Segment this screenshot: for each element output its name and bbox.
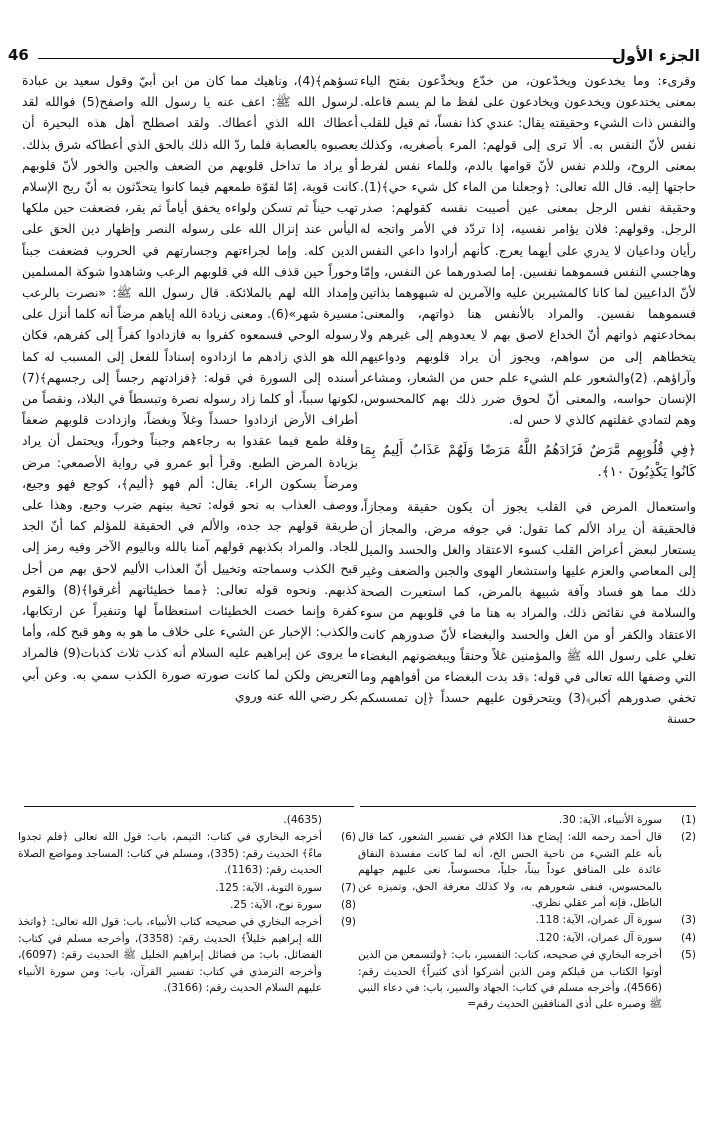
footnotes-right bbox=[358, 812, 696, 1132]
footnote-text: سورة آل عمران، الآية: 118. bbox=[535, 914, 662, 927]
footnote-text: أخرجه البخاري في صحيحه كتاب الأنبياء، باب: قول الله تعالى: ﴿واتخذ الله إبراهيم خليلاً﴾ الحديث رقم: (3358)، وأخرجه مسلم في كتاب: الفضائل، باب: من فضائل إبراهيم الخليل ﷺ الحديث رقم: (6097)، وأخرجه الترمذي في كتاب: تفسير القرآن، باب: ومن سورة الأنبياء عليهم السلام الحديث رقم: (3166). bbox=[18, 916, 323, 995]
footnotes-left bbox=[18, 812, 356, 1132]
footnote-text: قال أحمد رحمه الله: إيضاح هذا الكلام في تفسير الشعور، كما قال بأنه علم الشيء من ناحية الحس الخ، أنه لما كانت مفسدة النفاق عائدة على المنافق عوداً بيناً، جلياً، محسوساً، نعى عليهم جهلهم بالمحسوس، فنفى شعورهم به، ولا كذلك معرفة الحق، وتميزه عن الباطل، فإنه أمر عقلي نظري. bbox=[358, 831, 662, 910]
footnote bbox=[18, 897, 356, 913]
footnote bbox=[358, 812, 696, 828]
quran-verse: ﴿فِي قُلُوبِهِم مَّرَضٌ فَزَادَهُمُ اللَّهُ مَرَضًا وَلَهُمْ عَذَابٌ أَلِيمٌ بِمَا كَانُوا يَكْذِبُونَ ١٠﴾. bbox=[360, 443, 696, 481]
footnote bbox=[18, 914, 356, 996]
page-header bbox=[8, 44, 700, 70]
footnote-number: (5) bbox=[680, 949, 696, 962]
footnote-text: سورة التوبة، الآية: 125. bbox=[215, 881, 322, 894]
footnote-number: (9) bbox=[340, 916, 356, 929]
footnote bbox=[358, 947, 696, 1013]
footnote-divider bbox=[24, 806, 354, 807]
footnote bbox=[358, 912, 696, 928]
footnote bbox=[18, 880, 356, 896]
footnote-text: سورة نوح، الآية: 25. bbox=[230, 899, 322, 912]
footnote-text: أخرجه البخاري في كتاب: التيمم، باب: قول الله تعالى ﴿فلم تجدوا ماءً﴾ الحديث رقم: (335)، ومسلم في كتاب: المساجد ومواضع الصلاة الحديث رقم: (1163). bbox=[18, 831, 322, 877]
footnote-number: (4) bbox=[680, 931, 696, 944]
footnote-divider bbox=[360, 806, 696, 807]
footnote-number: (1) bbox=[680, 814, 696, 826]
left-column bbox=[22, 70, 358, 804]
footnote-number: (2) bbox=[680, 831, 696, 844]
paragraph: وقرىء: وما يخدعون ويخدّعون، من خدّع ويخدِّعون بفتح الياء بمعنى يختدعون ويخدعون ويخادعون على لفظ ما لم يسم فاعله. والنفس ذات الشيء وحقيقته يقال: عندي كذا نفساً، ثم قيل للقلب نفس لأنّ النفس به. ألا ترى إلى قولهم: المرء بأصغريه، وكذلك بمعنى الروح، وللدم نفس لأنّ قوامها بالدم، وللماء نفس لفرط حاجتها إليه. قال الله تعالى: ﴿وجعلنا من الماء كل شيء حي﴾(1). وحقيقة نفس الرجل بمعنى عين أصيبت نفسه كقولهم: صدر الرجل. وقولهم: فلان يؤامر نفسيه، إذا تردّد في الأمر واتجه له رأيان وداعيان لا يدري على أيهما يعرج. كأنهم أرادوا داعي النفس وهاجسي النفس فسموهما نفسين. إما لصدورهما عن النفس، وإمّا لأنّ الداعيين لما كانا كالمشيرين عليه والآمرين له شبهوهما بذاتين فسموهما نفسين. والمراد بالأنفس هنا ذواتهم، والمعنى: بمخادعتهم ذواتهم أنّ الخداع لاصق بهم لا يعدوهم إلى غيرهم ولا يتخطاهم إلى من سواهم، ويجوز أن يراد قلوبهم ودواعيهم وآراؤهم. (2)والشعور علم الشيء علم حس من الشعار، ومشاعر الإنسان حواسه، والمعنى أنّ لحوق ضرر ذلك بهم كالمحسوس، وهم لتمادي غفلتهم كالذي لا حس له. bbox=[360, 73, 696, 428]
footnote-text: سورة الأنبياء، الآية: 30. bbox=[558, 814, 662, 826]
footnote-number: (7) bbox=[340, 881, 356, 894]
footnote-continuation bbox=[18, 812, 356, 828]
footnote-number bbox=[322, 812, 356, 828]
paragraph: تسؤهم﴾(4)، وناهيك مما كان من ابن أبيّ وقول سعيد بن عبادة لرسول الله ﷺ: اعف عنه يا رسول الله واصفح(5) فوالله لقد أعطاك الله الذي أعطاك. ولقد اصطلح أهل هذه البحيرة أن يعصبوه بالعصابة فلما ردّ الله ذلك بالحق الذي أعطاكه شرق بذلك. أو يراد ما تداخل قلوبهم من الضعف والجبن والخور لأنّ قلوبهم كانت قوية، إمّا لقوّة طمعهم فيما كانوا يتحدّثون به أنّ ريح الإسلام تهب حيناً ثم تسكن ولواءه يخفق أياماً ثم يقر، فضعفت حين ملكها اليأس عند إنزال الله على رسوله النصر وإظهار دين الحق على الدين كله. وإما لجراءتهم وجسارتهم في الحروب فضعفت جبناً وخوراً حين قذف الله في قلوبهم الرعب وشاهدوا شوكة المسلمين وإمداد الله لهم بالملائكة. قال رسول الله ﷺ: «نصرت بالرعب مسيرة شهر»(6). ومعنى زيادة الله إياهم مرضاً أنه كلما أنزل على رسوله الوحي فسمعوه كفروا به فازدادوا كفراً إلى كفرهم، فكان الله هو الذي زادهم ما ازدادوه إسناداً للفعل إلى المسبب له كما أسنده إلى السورة في قوله: ﴿فزادتهم رجساً إلى رجسهم﴾(7) لكونها سبباً، أو كلما زاد رسوله نصرة وتبسطاً في البلاد، ونقصاً من أطراف الأرض ازدادوا حسداً وغلاً وبغضاً، وازدادت قلوبهم ضعفاً وقلة طمع فيما عقدوا به رجاءهم وجبناً وخوراً، ويحتمل أن يراد بزيادة المرض الطبع. وقرأ أبو عمرو في رواية الأصمعي: مرض ومرضاً بسكون الراء. يقال: ألم فهو ﴿أليم﴾، كوجع فهو وجيع، ووصف العذاب به نحو قوله: تحية بينهم ضرب وجيع. وهذا على طريقة قولهم جد جده، والألم في الحقيقة للمؤلم كما أنّ الجد للجاد. والمراد بكذبهم قولهم آمنا بالله وباليوم الآخر وفيه رمز إلى قبح الكذب وسماجته وتخييل أنّ العذاب الأليم لاحق بهم من أجل كذبهم. ونحوه قوله تعالى: ﴿مما خطيئاتهم أغرقوا﴾(8) والقوم كفرة وإنما خصت الخطيئات استعظاماً لها وتنفيراً عن ارتكابها، والكذب: الإخبار عن الشيء على خلاف ما هو به وهو قبح كله، وأما ما يروى عن إبراهيم عليه السلام أنه كذب ثلاث كذبات(9) فالمراد التعريض ولكن لما كانت صورته صورة الكذب سمي به. وعن أبي بكر رضي الله عنه وروي bbox=[22, 73, 358, 703]
footnote bbox=[358, 829, 696, 911]
running-title: الجزء الأول bbox=[612, 46, 700, 65]
paragraph: واستعمال المرض في القلب يجوز أن يكون حقيقة ومجازاً، فالحقيقة أن يراد الألم كما تقول: في جوفه مرض. والمجاز أن يستعار لبعض أعراض القلب كسوء الاعتقاد والغل والحسد والميل إلى المعاصي والعزم عليها واستشعار الهوى والجبن والضعف وغير ذلك مما هو فساد وآفة شبيهة بالمرض، كما استعيرت الصحة والسلامة في نقائض ذلك. والمراد به هنا ما في قلوبهم من سوء الاعتقاد والكفر أو من الغل والحسد والبغضاء لأنّ صدورهم كانت تغلي على رسول الله ﷺ والمؤمنين غلاً وحنقاً ويبغضونهم البغضاء التي وصفها الله تعالى في قوله: ﴿قد بدت البغضاء من أفواههم وما تخفي صدورهم أكبر﴾(3) ويتحرقون عليهم حسداً ﴿إن تمسسكم حسنة bbox=[360, 499, 696, 727]
footnote-text: (4635). bbox=[283, 814, 322, 826]
footnote-number: (6) bbox=[340, 831, 356, 844]
header-rule bbox=[38, 58, 620, 59]
footnote-text: أخرجه البخاري في صحيحه، كتاب: التفسير، باب: ﴿ولتسمعن من الذين أوتوا الكتاب من قبلكم ومن الذين أشركوا أذى كثيراً﴾ الحديث رقم: (4566)، وأخرجه مسلم في كتاب: الجهاد والسير، باب: في دعاء النبي ﷺ وصبره على أذى المنافقين الحديث رقم= bbox=[358, 949, 662, 1011]
right-column bbox=[360, 70, 696, 804]
footnote-text: سورة آل عمران، الآية: 120. bbox=[535, 931, 662, 944]
footnote bbox=[358, 930, 696, 946]
footnote-number: (3) bbox=[680, 914, 696, 927]
footnote-number: (8) bbox=[340, 899, 356, 912]
footnote bbox=[18, 829, 356, 878]
page-number: 46 bbox=[8, 46, 29, 64]
